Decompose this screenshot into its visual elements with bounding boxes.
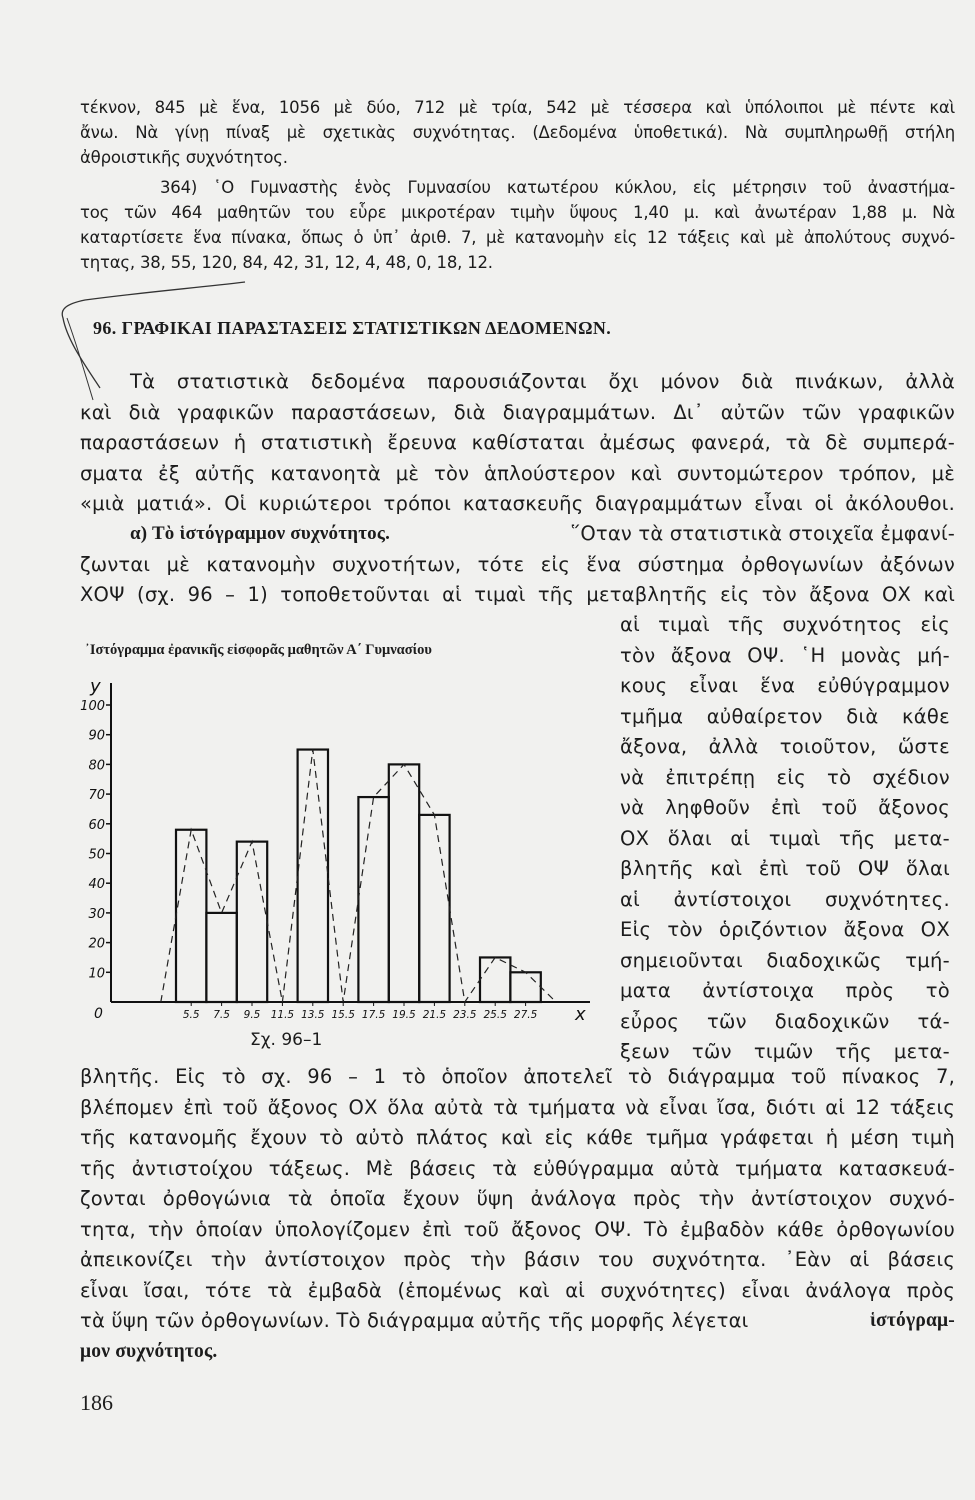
bold-term: ἱστόγραμ- <box>869 1310 955 1331</box>
subsection-title: α) Τὸ ἱστόγραμμον συχνότητος. <box>130 523 391 544</box>
svg-text:19.5: 19.5 <box>392 1009 416 1021</box>
chart-axes <box>106 683 590 1006</box>
text-line: τῆς ἀντιστοίχου τάξεως. Μὲ βάσεις τὰ εὐθύγραμμα αὐτὰ τμήματα κατασκευά- <box>80 1156 955 1180</box>
figure-caption: Σχ. 96–1 <box>250 1030 323 1050</box>
page-number: 186 <box>80 1390 113 1415</box>
svg-text:y: y <box>90 676 101 697</box>
svg-text:25.5: 25.5 <box>483 1009 507 1021</box>
text-line: αἱ ἀντίστοιχοι συχνότητες. <box>620 887 950 911</box>
bold-term-end: μον συχνότητος. <box>80 1340 218 1362</box>
svg-text:90: 90 <box>88 728 105 744</box>
closing-line-with-bold <box>80 1306 955 1337</box>
text-line: τὸν ἄξονα ΟΨ. ῾Η μονὰς μή- <box>620 643 950 667</box>
text-line: ματα ἀντίστοιχα πρὸς τὸ <box>620 979 950 1002</box>
svg-text:21.5: 21.5 <box>422 1009 447 1021</box>
svg-text:0: 0 <box>94 1006 103 1022</box>
svg-text:10: 10 <box>88 966 105 982</box>
svg-text:15.5: 15.5 <box>331 1009 355 1021</box>
svg-text:40: 40 <box>88 877 105 893</box>
text-line: τὰ ὕψη τῶν ὀρθογωνίων. Τὸ διάγραμμα αὐτῆς τῆς μορφῆς λέγεται <box>80 1309 749 1332</box>
svg-text:100: 100 <box>80 699 105 714</box>
section-heading: 96. ΓΡΑΦΙΚΑΙ ΠΑΡΑΣΤΑΣΕΙΣ ΣΤΑΤΙΣΤΙΚΩΝ ΔΕΔΟΜΕΝΩΝ. <box>93 318 612 338</box>
svg-text:23.5: 23.5 <box>453 1009 477 1021</box>
chart-bars <box>176 750 541 1002</box>
text-line: καταρτίσετε ἕνα πίνακα, ὅπως ὁ ὑπ᾿ ἀριθ. 7, μὲ κατανομὴν εἰς 12 τάξεις καὶ μὲ ἀπολύτους συχνό- <box>80 228 955 247</box>
svg-text:17.5: 17.5 <box>361 1009 386 1021</box>
text-line: Εἰς τὸν ὁριζόντιον ἄξονα ΟΧ <box>620 918 950 941</box>
svg-text:80: 80 <box>88 758 105 774</box>
text-line: σματα ἐξ αὐτῆς κατανοητὰ μὲ τὸν ἁπλούστερον καὶ συντομώτερον τρόπον, μὲ <box>80 461 955 485</box>
text-line: ζονται ὀρθογώνια τὰ ὁποῖα ἔχουν ὕψη ἀνάλογα πρὸς τὴν ἀντίστοιχον συχνό- <box>80 1187 955 1210</box>
text-line: ΧΟΨ (σχ. 96 – 1) τοποθετοῦνται αἱ τιμαὶ τῆς μεταβλητῆς εἰς τὸν ἄξονα ΟΧ καὶ <box>80 583 955 606</box>
text-line: «μιὰ ματιά». Οἱ κυριώτεροι τρόποι κατασκευῆς διαγραμμάτων εἶναι οἱ ἀκόλουθοι. <box>80 492 955 515</box>
text-line: νὰ ληφθοῦν ἐπὶ τοῦ ἄξονος <box>620 796 950 819</box>
text-line: Τὰ στατιστικὰ δεδομένα παρουσιάζονται ὄχι μόνον διὰ πινάκων, ἀλλὰ <box>130 370 955 393</box>
text-line: ἀπεικονίζει τὴν ἀντίστοιχον πρὸς τὴν βάσιν του συχνότητα. ᾿Εὰν αἱ βάσεις <box>80 1248 955 1271</box>
svg-text:9.5: 9.5 <box>243 1009 261 1021</box>
text-line: νὰ ἐπιτρέπῃ εἰς τὸ σχέδιον <box>620 765 950 789</box>
histogram-chart <box>0 0 620 1060</box>
text-line: παραστάσεων ἡ στατιστικὴ ἔρευνα καθίσταται ἀμέσως φανερά, τὰ δὲ συμπερά- <box>80 431 955 454</box>
text-line: ῞Οταν τὰ στατιστικὰ στοιχεῖα ἐμφανί- <box>570 522 955 545</box>
svg-text:5.5: 5.5 <box>182 1009 200 1021</box>
text-line: ἄνω. Νὰ γίνῃ πίναξ μὲ σχετικὰς συχνότητας. (Δεδομένα ὑποθετικά). Νὰ συμπληρωθῇ στήλη <box>80 123 955 142</box>
text-line: τέκνον, 845 μὲ ἕνα, 1056 μὲ δύο, 712 μὲ τρία, 542 μὲ τέσσερα καὶ ὑπόλοιποι μὲ πέντε καὶ <box>80 98 955 117</box>
svg-text:27.5: 27.5 <box>513 1009 538 1021</box>
svg-text:7.5: 7.5 <box>213 1009 230 1021</box>
text-line: βλητῆς. Εἰς τὸ σχ. 96 – 1 τὸ ὁποῖον ἀποτελεῖ τὸ διάγραμμα τοῦ πίνακος 7, <box>80 1065 955 1088</box>
svg-text:60: 60 <box>88 817 105 833</box>
text-line: ζωνται μὲ κατανομὴν συχνοτήτων, τότε εἰς ἕνα σύστημα ὀρθογωνίων ἀξόνων <box>80 552 955 576</box>
text-line: 364) ῾Ο Γυμναστὴς ἑνὸς Γυμνασίου κατωτέρου κύκλου, εἰς μέτρησιν τοῦ ἀναστήμα- <box>160 178 955 197</box>
svg-text:11.5: 11.5 <box>270 1009 295 1021</box>
text-line: τητα, τὴν ὁποίαν ὑπολογίζομεν ἐπὶ τοῦ ἄξονος ΟΨ. Τὸ ἐμβαδὸν κάθε ὀρθογωνίου <box>80 1217 955 1241</box>
figure-title: ᾿Ιστόγραμμα ἐρανικῆς εἰσφορᾶς μαθητῶν Α΄ Γυμνασίου <box>85 642 432 658</box>
text-line: εὖρος τῶν διαδοχικῶν τά- <box>620 1009 950 1033</box>
text-line: ἄξονα, ἀλλὰ τοιοῦτον, ὥστε <box>620 735 950 758</box>
text-line: τος τῶν 464 μαθητῶν του εὗρε μικροτέραν τιμὴν ὕψους 1,40 μ. καὶ ἀνωτέραν 1,88 μ. Νὰ <box>80 203 955 222</box>
text-line: ξεων τῶν τιμῶν τῆς μετα- <box>620 1040 950 1063</box>
text-line: τητας, 38, 55, 120, 84, 42, 31, 12, 4, 48, 0, 18, 12. <box>80 253 493 272</box>
svg-text:30: 30 <box>88 906 105 922</box>
text-line: βλέπομεν ἐπὶ τοῦ ἄξονος ΟΧ ὅλα αὐτὰ τὰ τμήματα νὰ εἶναι ἴσα, διότι αἱ 12 τάξεις <box>80 1095 955 1119</box>
right-column-text <box>620 610 950 1068</box>
text-line: ἀθροιστικῆς συχνότητος. <box>80 148 288 167</box>
closing-paragraph <box>80 1062 955 1367</box>
text-line: ΟΧ ὅλαι αἱ τιμαὶ τῆς μετα- <box>620 826 950 850</box>
text-line: τῆς κατανομῆς ἔχουν τὸ αὐτὸ πλάτος καὶ εἰς κάθε τμῆμα γράφεται ἡ μέση τιμὴ <box>80 1126 955 1149</box>
svg-text:50: 50 <box>88 847 105 863</box>
text-line: σημειοῦνται διαδοχικῶς τμή- <box>620 948 950 972</box>
svg-text:x: x <box>575 1004 586 1025</box>
text-line: κους εἶναι ἕνα εὐθύγραμμον <box>620 674 950 697</box>
text-line: αἱ τιμαὶ τῆς συχνότητος εἰς <box>620 613 950 636</box>
text-line: εἶναι ἴσαι, τότε τὰ ἐμβαδὰ (ἑπομένως καὶ αἱ συχνότητες) εἶναι ἀνάλογα πρὸς <box>80 1278 955 1302</box>
svg-text:70: 70 <box>88 788 105 804</box>
svg-text:13.5: 13.5 <box>301 1009 325 1021</box>
text-line: καὶ διὰ γραφικῶν παραστάσεων, διὰ διαγραμμάτων. Δι᾿ αὐτῶν τῶν γραφικῶν <box>80 400 955 424</box>
svg-text:20: 20 <box>88 936 105 952</box>
text-line: βλητῆς καὶ ἐπὶ τοῦ ΟΨ ὅλαι <box>620 857 950 880</box>
text-line: τμῆμα αὐθαίρετον διὰ κάθε <box>620 704 950 728</box>
